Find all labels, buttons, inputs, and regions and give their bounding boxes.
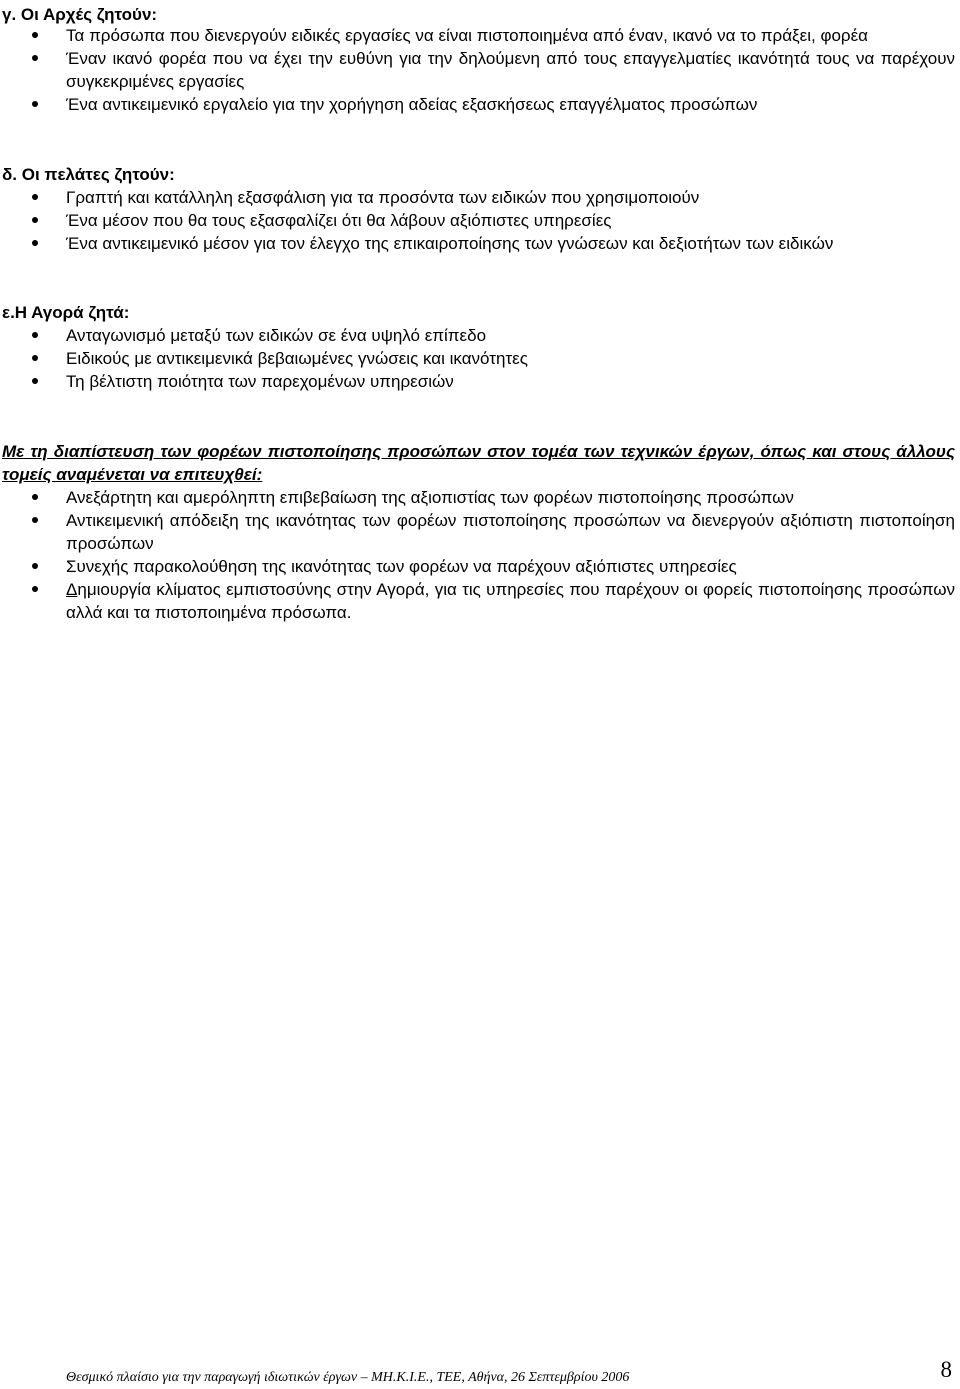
section-heading-clients: δ. Οι πελάτες ζητούν:	[2, 165, 175, 184]
bullet-icon	[32, 194, 38, 200]
authorities-list	[30, 24, 955, 116]
bullet-icon	[32, 355, 38, 361]
list-item: Γραπτή και κατάλληλη εξασφάλιση για τα προσόντα των ειδικών που χρησιμοποιούν	[30, 186, 955, 209]
conclusion-list	[30, 486, 955, 624]
bullet-icon	[32, 101, 38, 107]
section-heading-authorities: γ. Οι Αρχές ζητούν:	[2, 5, 158, 24]
conclusion-intro: Με τη διαπίστευση των φορέων πιστοποίησης προσώπων στον τομέα των τεχνικών έργων, όπως και στους άλλους τομείς αναμένεται να επιτευχθεί:	[2, 442, 955, 484]
clients-list	[30, 186, 955, 255]
bullet-icon	[32, 563, 38, 569]
list-item: Τα πρόσωπα που διενεργούν ειδικές εργασίες να είναι πιστοποιημένα από έναν, ικανό να το πράξει, φορέα	[30, 24, 955, 47]
bullet-icon	[32, 332, 38, 338]
list-item: Ένα αντικειμενικό μέσον για τον έλεγχο της επικαιροποίησης των γνώσεων και δεξιοτήτων των ειδικών	[30, 232, 955, 255]
underlined-initial: Δ	[66, 580, 78, 599]
bullet-icon	[32, 494, 38, 500]
bullet-icon	[32, 586, 38, 592]
list-item: Ειδικούς με αντικειμενικά βεβαιωμένες γνώσεις και ικανότητες	[30, 347, 955, 370]
bullet-icon	[32, 217, 38, 223]
bullet-icon	[32, 378, 38, 384]
bullet-icon	[32, 32, 38, 38]
bullet-icon	[32, 55, 38, 61]
list-item: Αντικειμενική απόδειξη της ικανότητας των φορέων πιστοποίησης προσώπων να διενεργούν αξιόπιστη πιστοποίηση προσώπων	[30, 509, 955, 555]
section-heading-market: ε.Η Αγορά ζητά:	[2, 303, 130, 322]
market-list	[30, 324, 955, 393]
list-item: Ανεξάρτητη και αμερόληπτη επιβεβαίωση της αξιοπιστίας των φορέων πιστοποίησης προσώπων	[30, 486, 955, 509]
list-item: Ένα αντικειμενικό εργαλείο για την χορήγηση αδείας εξασκήσεως επαγγέλματος προσώπων	[30, 93, 955, 116]
list-item: Τη βέλτιστη ποιότητα των παρεχομένων υπηρεσιών	[30, 370, 955, 393]
list-item: Δημιουργία κλίματος εμπιστοσύνης στην Αγορά, για τις υπηρεσίες που παρέχουν οι φορείς πιστοποίησης προσώπων αλλά και τα πιστοποιημένα πρόσωπα.	[30, 578, 955, 624]
bullet-icon	[32, 517, 38, 523]
list-item: Συνεχής παρακολούθηση της ικανότητας των φορέων να παρέχουν αξιόπιστες υπηρεσίες	[30, 555, 955, 578]
list-item: Ανταγωνισμό μεταξύ των ειδικών σε ένα υψηλό επίπεδο	[30, 324, 955, 347]
page-number: 8	[940, 1357, 952, 1382]
page-footer: Θεσμικό πλαίσιο για την παραγωγή ιδιωτικών έργων – ΜΗ.Κ.Ι.Ε., ΤΕΕ, Αθήνα, 26 Σεπτεμβρίου 2006	[66, 1370, 630, 1385]
bullet-icon	[32, 240, 38, 246]
list-item: Έναν ικανό φορέα που να έχει την ευθύνη για την δηλούμενη από τους επαγγελματίες ικανότητά τους να παρέχουν συγκεκριμένες εργασίες	[30, 47, 955, 93]
list-item: Ένα μέσον που θα τους εξασφαλίζει ότι θα λάβουν αξιόπιστες υπηρεσίες	[30, 209, 955, 232]
